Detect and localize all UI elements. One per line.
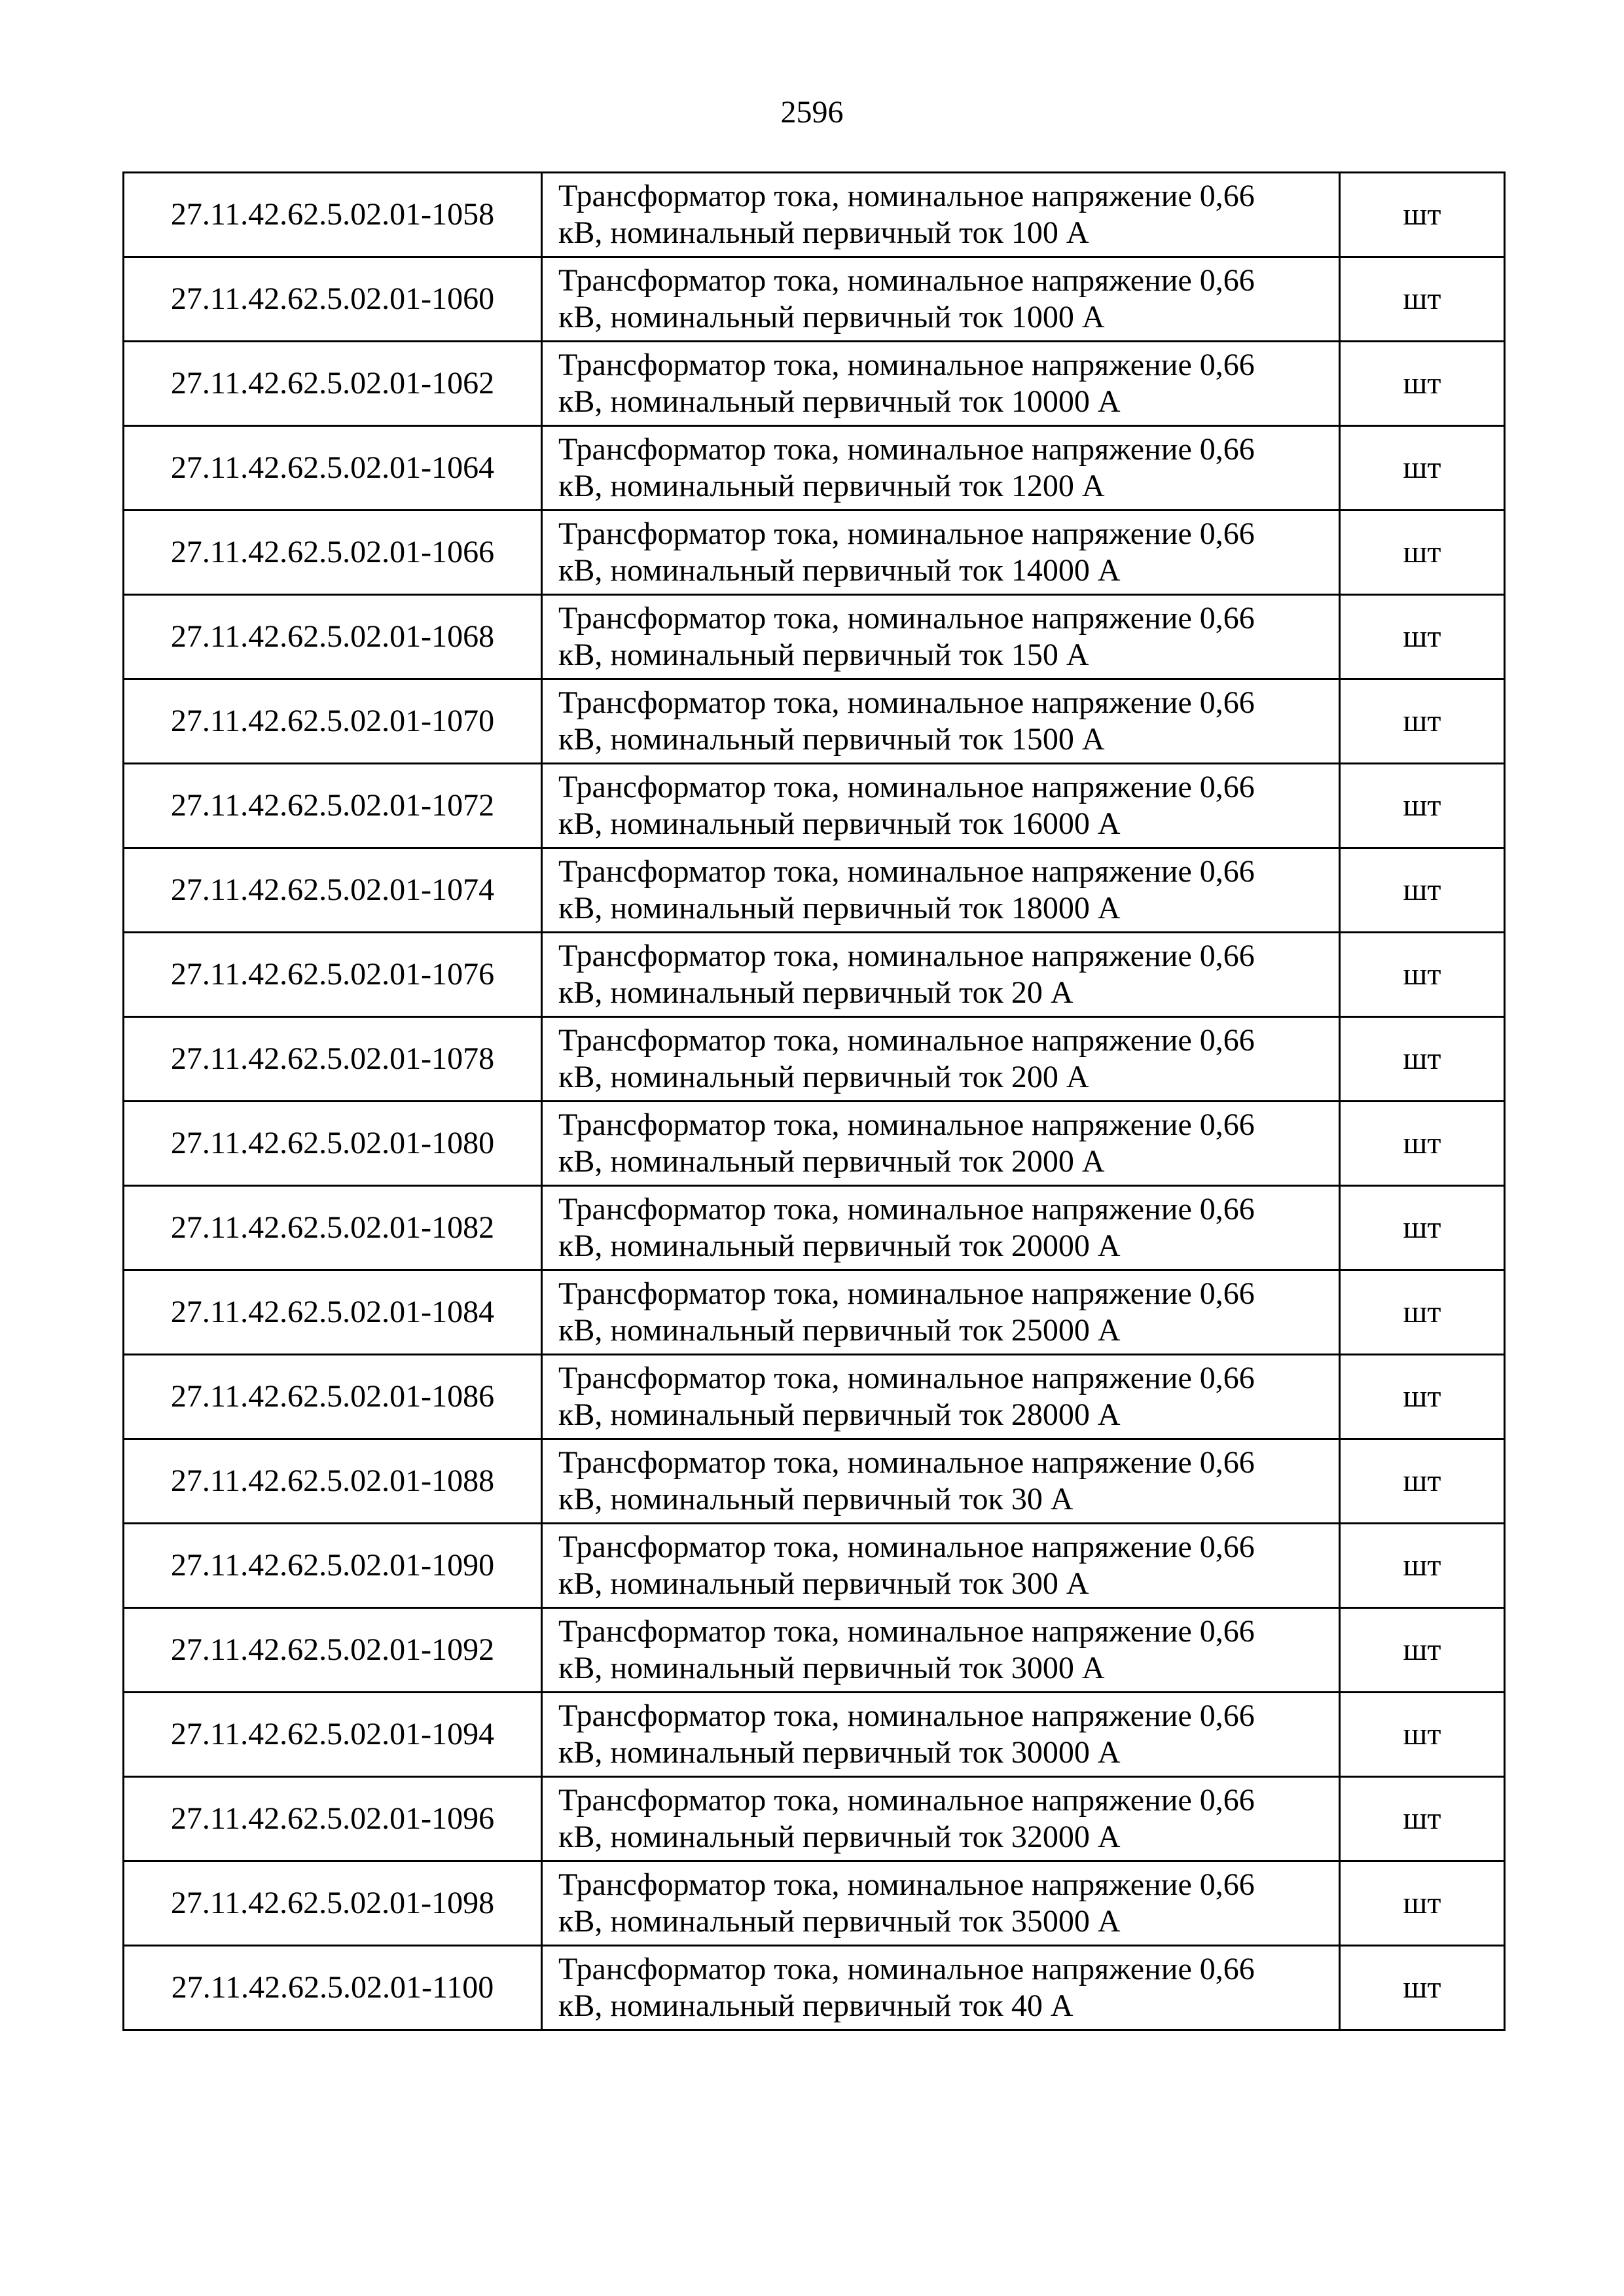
table-row xyxy=(124,1355,1505,1439)
description-line-2: кВ, номинальный первичный ток 10000 А xyxy=(558,384,1121,419)
description-cell xyxy=(542,1017,1340,1102)
unit-cell: шт xyxy=(1340,173,1505,257)
description-line-1: Трансформатор тока, номинальное напряжение 0,66 xyxy=(558,1867,1255,1902)
table-row xyxy=(124,595,1505,679)
table-row xyxy=(124,173,1505,257)
description-line-2: кВ, номинальный первичный ток 20 А xyxy=(558,975,1074,1010)
description-cell xyxy=(542,1861,1340,1946)
description-line-1: Трансформатор тока, номинальное напряжение 0,66 xyxy=(558,1783,1255,1818)
code-cell: 27.11.42.62.5.02.01-1082 xyxy=(124,1186,542,1270)
table-row xyxy=(124,1439,1505,1524)
page-number: 2596 xyxy=(780,95,844,130)
description-line-2: кВ, номинальный первичный ток 150 А xyxy=(558,637,1089,672)
code-cell: 27.11.42.62.5.02.01-1074 xyxy=(124,848,542,933)
code-cell: 27.11.42.62.5.02.01-1058 xyxy=(124,173,542,257)
unit-cell: шт xyxy=(1340,426,1505,511)
unit-cell: шт xyxy=(1340,1355,1505,1439)
table-row xyxy=(124,1102,1505,1186)
table-row xyxy=(124,1524,1505,1608)
table-row xyxy=(124,342,1505,426)
unit-cell: шт xyxy=(1340,1608,1505,1693)
description-line-1: Трансформатор тока, номинальное напряжение 0,66 xyxy=(558,770,1255,804)
unit-cell: шт xyxy=(1340,1017,1505,1102)
table-row xyxy=(124,764,1505,848)
description-line-1: Трансформатор тока, номинальное напряжение 0,66 xyxy=(558,1361,1255,1395)
resource-table xyxy=(122,171,1506,2031)
description-line-1: Трансформатор тока, номинальное напряжение 0,66 xyxy=(558,1445,1255,1480)
code-cell: 27.11.42.62.5.02.01-1086 xyxy=(124,1355,542,1439)
description-line-2: кВ, номинальный первичный ток 32000 А xyxy=(558,1820,1121,1854)
unit-cell: шт xyxy=(1340,933,1505,1017)
description-line-2: кВ, номинальный первичный ток 1200 А xyxy=(558,469,1105,503)
description-cell xyxy=(542,1439,1340,1524)
description-line-1: Трансформатор тока, номинальное напряжение 0,66 xyxy=(558,1107,1255,1142)
unit-cell: шт xyxy=(1340,257,1505,342)
description-line-2: кВ, номинальный первичный ток 14000 А xyxy=(558,553,1121,588)
unit-cell: шт xyxy=(1340,1946,1505,2030)
unit-cell: шт xyxy=(1340,1270,1505,1355)
description-cell xyxy=(542,1608,1340,1693)
description-line-2: кВ, номинальный первичный ток 20000 А xyxy=(558,1229,1121,1263)
description-line-2: кВ, номинальный первичный ток 30000 А xyxy=(558,1735,1121,1770)
description-cell xyxy=(542,173,1340,257)
description-cell xyxy=(542,1524,1340,1608)
description-line-1: Трансформатор тока, номинальное напряжение 0,66 xyxy=(558,601,1255,636)
unit-cell: шт xyxy=(1340,1861,1505,1946)
code-cell: 27.11.42.62.5.02.01-1078 xyxy=(124,1017,542,1102)
unit-cell: шт xyxy=(1340,848,1505,933)
unit-cell: шт xyxy=(1340,342,1505,426)
description-cell xyxy=(542,1270,1340,1355)
description-cell xyxy=(542,848,1340,933)
unit-cell: шт xyxy=(1340,1777,1505,1861)
description-line-2: кВ, номинальный первичный ток 35000 А xyxy=(558,1904,1121,1939)
description-cell xyxy=(542,679,1340,764)
description-cell xyxy=(542,511,1340,595)
description-cell xyxy=(542,1777,1340,1861)
description-cell xyxy=(542,764,1340,848)
description-line-1: Трансформатор тока, номинальное напряжение 0,66 xyxy=(558,179,1255,213)
unit-cell: шт xyxy=(1340,1524,1505,1608)
description-cell xyxy=(542,257,1340,342)
table-row xyxy=(124,511,1505,595)
description-cell xyxy=(542,595,1340,679)
description-line-1: Трансформатор тока, номинальное напряжение 0,66 xyxy=(558,1952,1255,1986)
description-line-2: кВ, номинальный первичный ток 200 А xyxy=(558,1060,1089,1094)
unit-cell: шт xyxy=(1340,1439,1505,1524)
description-line-1: Трансформатор тока, номинальное напряжение 0,66 xyxy=(558,1192,1255,1227)
table-row xyxy=(124,1861,1505,1946)
description-line-1: Трансформатор тока, номинальное напряжение 0,66 xyxy=(558,1023,1255,1058)
description-line-2: кВ, номинальный первичный ток 1500 А xyxy=(558,722,1105,757)
code-cell: 27.11.42.62.5.02.01-1070 xyxy=(124,679,542,764)
code-cell: 27.11.42.62.5.02.01-1076 xyxy=(124,933,542,1017)
description-cell xyxy=(542,1186,1340,1270)
description-cell xyxy=(542,1355,1340,1439)
unit-cell: шт xyxy=(1340,1693,1505,1777)
unit-cell: шт xyxy=(1340,679,1505,764)
table-row xyxy=(124,679,1505,764)
description-line-2: кВ, номинальный первичный ток 40 А xyxy=(558,1988,1074,2023)
description-cell xyxy=(542,1693,1340,1777)
description-line-2: кВ, номинальный первичный ток 25000 А xyxy=(558,1313,1121,1348)
description-line-1: Трансформатор тока, номинальное напряжение 0,66 xyxy=(558,1276,1255,1311)
description-line-2: кВ, номинальный первичный ток 2000 А xyxy=(558,1144,1105,1179)
code-cell: 27.11.42.62.5.02.01-1100 xyxy=(124,1946,542,2030)
code-cell: 27.11.42.62.5.02.01-1064 xyxy=(124,426,542,511)
description-line-2: кВ, номинальный первичный ток 30 А xyxy=(558,1482,1074,1516)
table-row xyxy=(124,1017,1505,1102)
table-row xyxy=(124,1777,1505,1861)
description-line-1: Трансформатор тока, номинальное напряжение 0,66 xyxy=(558,1614,1255,1649)
description-line-1: Трансформатор тока, номинальное напряжение 0,66 xyxy=(558,516,1255,551)
code-cell: 27.11.42.62.5.02.01-1066 xyxy=(124,511,542,595)
code-cell: 27.11.42.62.5.02.01-1062 xyxy=(124,342,542,426)
code-cell: 27.11.42.62.5.02.01-1092 xyxy=(124,1608,542,1693)
unit-cell: шт xyxy=(1340,1102,1505,1186)
description-line-2: кВ, номинальный первичный ток 300 А xyxy=(558,1566,1089,1601)
table-row xyxy=(124,1186,1505,1270)
code-cell: 27.11.42.62.5.02.01-1096 xyxy=(124,1777,542,1861)
description-line-1: Трансформатор тока, номинальное напряжение 0,66 xyxy=(558,348,1255,382)
table-row xyxy=(124,1946,1505,2030)
code-cell: 27.11.42.62.5.02.01-1088 xyxy=(124,1439,542,1524)
unit-cell: шт xyxy=(1340,1186,1505,1270)
description-line-2: кВ, номинальный первичный ток 1000 А xyxy=(558,300,1105,334)
table-body xyxy=(124,173,1505,2030)
description-line-1: Трансформатор тока, номинальное напряжение 0,66 xyxy=(558,685,1255,720)
description-line-1: Трансформатор тока, номинальное напряжение 0,66 xyxy=(558,1698,1255,1733)
description-line-2: кВ, номинальный первичный ток 18000 А xyxy=(558,891,1121,925)
table-row xyxy=(124,933,1505,1017)
description-cell xyxy=(542,1102,1340,1186)
unit-cell: шт xyxy=(1340,595,1505,679)
description-line-2: кВ, номинальный первичный ток 100 А xyxy=(558,215,1089,250)
table-row xyxy=(124,426,1505,511)
description-line-2: кВ, номинальный первичный ток 16000 А xyxy=(558,806,1121,841)
code-cell: 27.11.42.62.5.02.01-1060 xyxy=(124,257,542,342)
description-cell xyxy=(542,933,1340,1017)
table-row xyxy=(124,257,1505,342)
code-cell: 27.11.42.62.5.02.01-1084 xyxy=(124,1270,542,1355)
unit-cell: шт xyxy=(1340,764,1505,848)
description-line-1: Трансформатор тока, номинальное напряжение 0,66 xyxy=(558,939,1255,973)
table-row xyxy=(124,848,1505,933)
description-line-1: Трансформатор тока, номинальное напряжение 0,66 xyxy=(558,263,1255,298)
description-line-2: кВ, номинальный первичный ток 28000 А xyxy=(558,1397,1121,1432)
table-row xyxy=(124,1270,1505,1355)
code-cell: 27.11.42.62.5.02.01-1072 xyxy=(124,764,542,848)
description-cell xyxy=(542,342,1340,426)
code-cell: 27.11.42.62.5.02.01-1098 xyxy=(124,1861,542,1946)
description-line-1: Трансформатор тока, номинальное напряжение 0,66 xyxy=(558,1530,1255,1564)
code-cell: 27.11.42.62.5.02.01-1094 xyxy=(124,1693,542,1777)
description-cell xyxy=(542,426,1340,511)
table-row xyxy=(124,1608,1505,1693)
description-cell xyxy=(542,1946,1340,2030)
code-cell: 27.11.42.62.5.02.01-1090 xyxy=(124,1524,542,1608)
unit-cell: шт xyxy=(1340,511,1505,595)
description-line-1: Трансформатор тока, номинальное напряжение 0,66 xyxy=(558,432,1255,467)
description-line-1: Трансформатор тока, номинальное напряжение 0,66 xyxy=(558,854,1255,889)
code-cell: 27.11.42.62.5.02.01-1068 xyxy=(124,595,542,679)
table-row xyxy=(124,1693,1505,1777)
description-line-2: кВ, номинальный первичный ток 3000 А xyxy=(558,1651,1105,1685)
code-cell: 27.11.42.62.5.02.01-1080 xyxy=(124,1102,542,1186)
